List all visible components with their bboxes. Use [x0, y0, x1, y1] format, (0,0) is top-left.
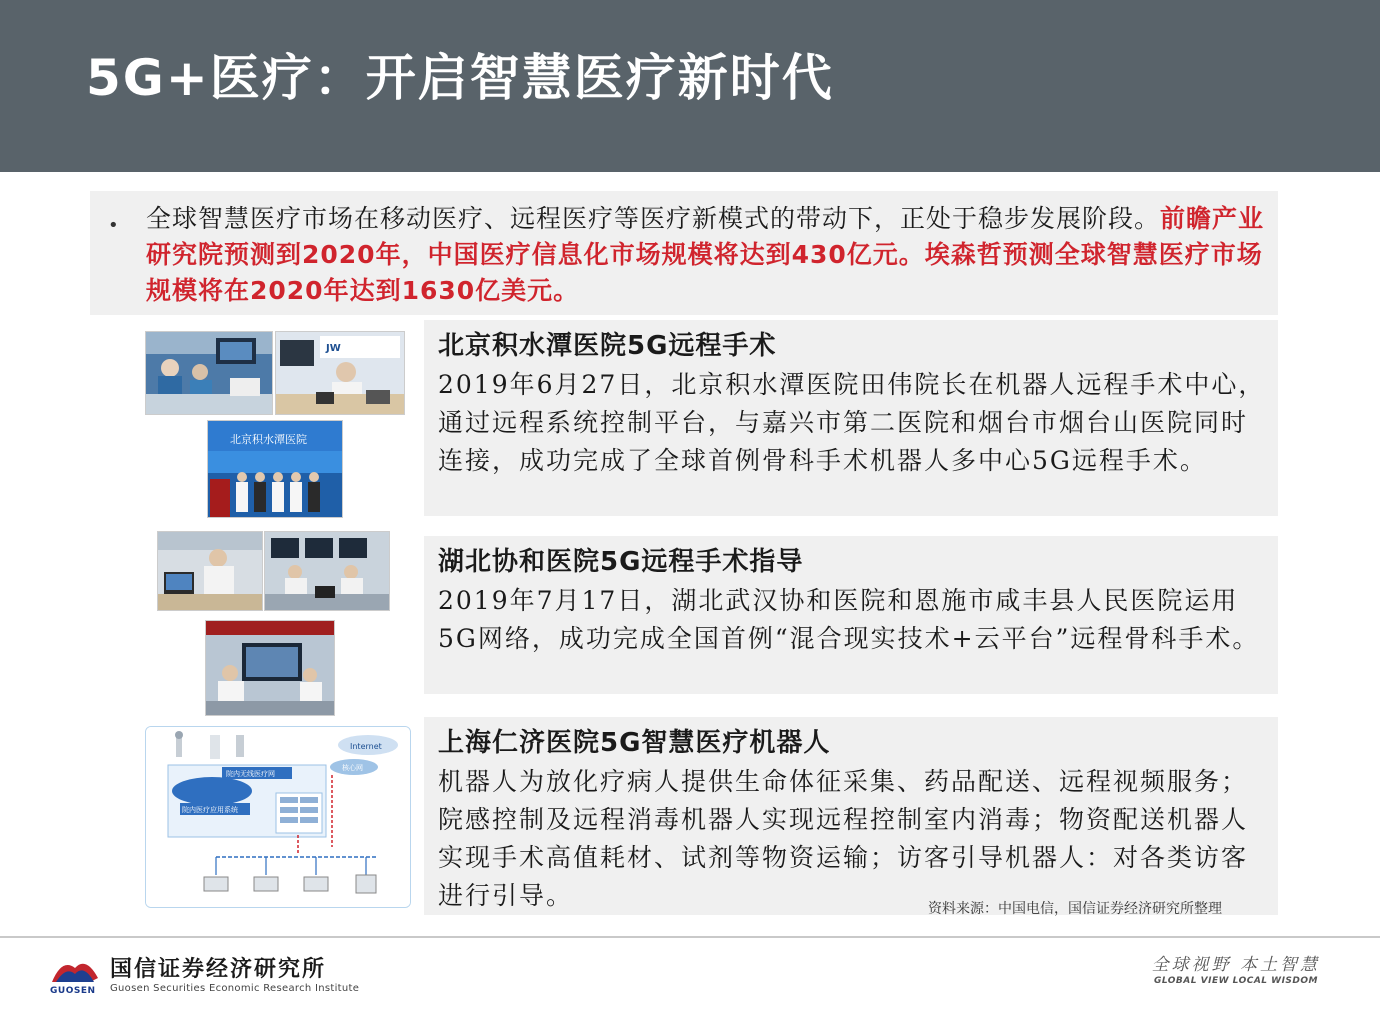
intro-panel	[90, 191, 1278, 315]
robot-network-diagram	[145, 726, 411, 908]
surgery-room-photo	[145, 331, 273, 415]
case-title-shanghai: 上海仁济医院5G智慧医疗机器人	[438, 728, 831, 758]
slogan: 全球视野 本土智慧	[1151, 955, 1320, 975]
ceremony-stage-photo	[207, 420, 343, 518]
remote-control-photo	[275, 331, 405, 415]
case-card-hubei	[424, 536, 1278, 694]
internet-label: Internet	[350, 742, 382, 751]
footer-divider	[0, 936, 1380, 938]
ceremony-banner-text: 北京积水潭医院	[230, 433, 307, 446]
intro-paragraph	[146, 201, 1266, 309]
slogan-en: GLOBAL VIEW LOCAL WISDOM	[1153, 976, 1318, 986]
intro-highlight-text: 前瞻产业研究院预测到2020年，中国医疗信息化市场规模将达到430亿元。埃森哲预测全球智慧医疗市场规模将在2020年达到1630亿美元。	[146, 204, 1265, 305]
remote-guidance-photo-1	[157, 531, 263, 611]
guosen-logo-icon	[50, 954, 100, 984]
case-card-shanghai	[424, 717, 1278, 915]
title-bar	[0, 0, 1380, 172]
case-title-hubei: 湖北协和医院5G远程手术指导	[438, 547, 804, 577]
case-text-hubei: 2019年7月17日，湖北武汉协和医院和恩施市咸丰县人民医院运用5G网络，成功完成全国首例“混合现实技术+云平台”远程骨科手术。	[438, 586, 1260, 653]
case-text-beijing: 2019年6月27日，北京积水潭医院田伟院长在机器人远程手术中心，通过远程系统控制平台，与嘉兴市第二医院和烟台市烟台山医院同时连接，成功完成了全球首例骨科手术机器人多中心5G远程手术。	[438, 370, 1266, 475]
company-name-en: Guosen Securities Economic Research Institute	[110, 983, 360, 994]
platform-label: 院内医疗应用系统	[182, 806, 238, 814]
case-text-shanghai: 机器人为放化疗病人提供生命体征采集、药品配送、远程视频服务；院感控制及远程消毒机器人实现远程控制室内消毒；物资配送机器人实现手术高值耗材、试剂等物资运输；访客引导机器人：对各类访客进行引导。	[438, 767, 1249, 910]
source-note: 资料来源：中国电信，国信证券经济研究所整理	[928, 901, 1222, 917]
page-title: 5G+医疗：开启智慧医疗新时代	[86, 49, 834, 107]
core-network-label: 核心网	[342, 764, 363, 772]
remote-guidance-photo-2	[264, 531, 390, 611]
remote-guidance-photo-3	[205, 620, 335, 716]
brand-wordmark: GUOSEN	[50, 986, 96, 996]
intro-normal-text: 全球智慧医疗市场在移动医疗、远程医疗等医疗新模式的带动下，正处于稳步发展阶段。	[146, 204, 1161, 233]
case-card-beijing	[424, 320, 1278, 516]
institute-logo-text: JW	[326, 343, 341, 354]
case-title-beijing: 北京积水潭医院5G远程手术	[438, 331, 777, 361]
bullet-marker: •	[108, 215, 119, 236]
wireless-network-label: 院内无线医疗网	[226, 770, 275, 778]
company-name: 国信证券经济研究所	[110, 956, 327, 982]
